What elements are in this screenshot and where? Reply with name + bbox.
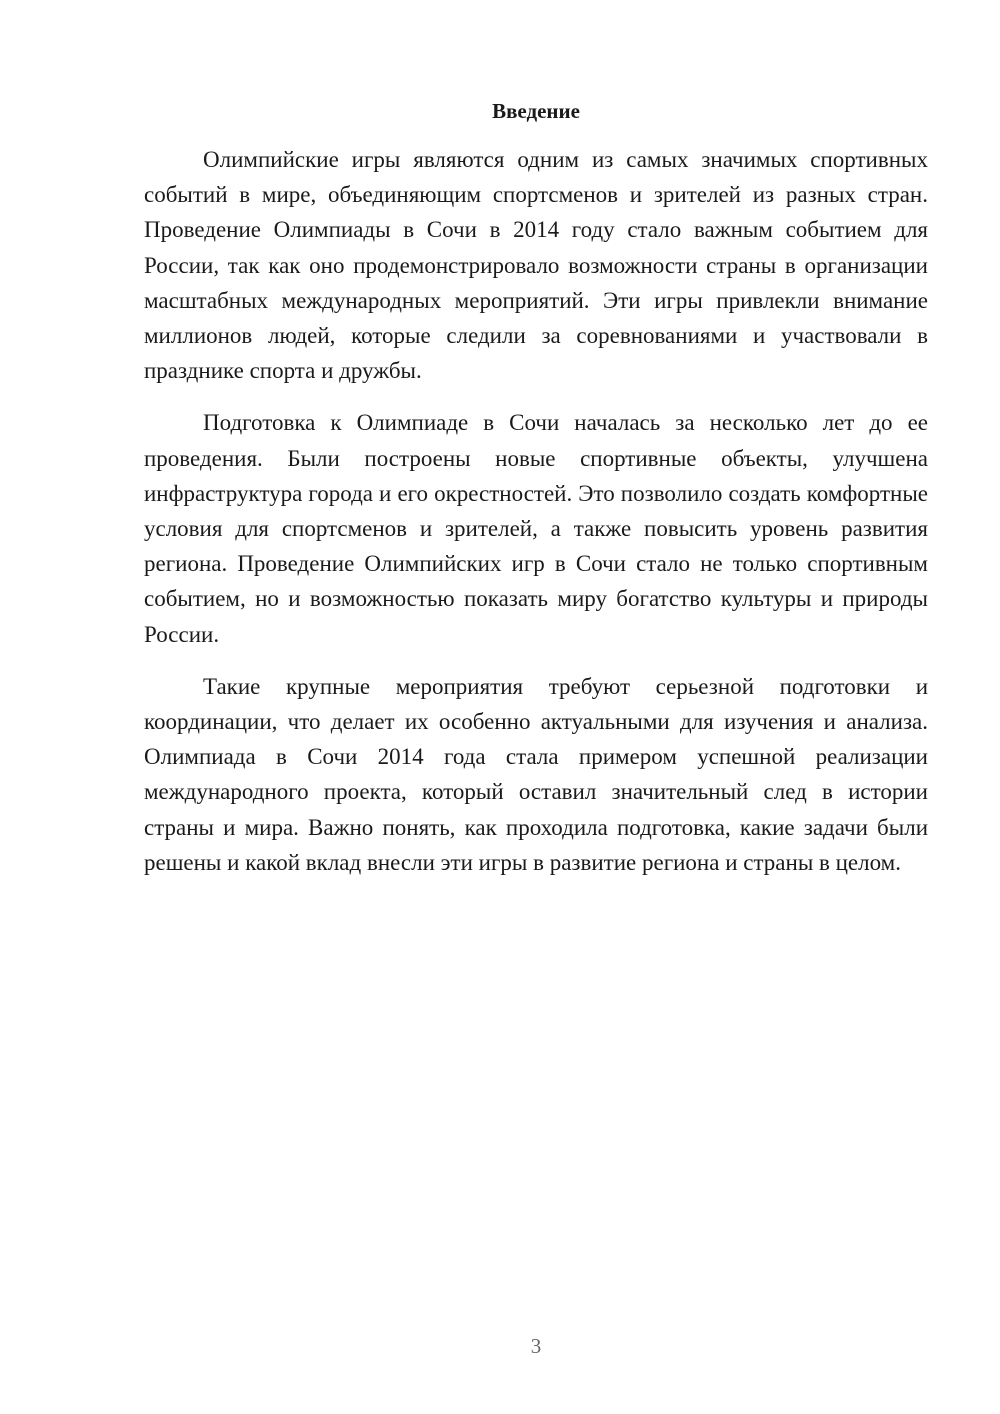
paragraph-2: Подготовка к Олимпиаде в Сочи началась за несколько лет до ее проведения. Были построены новые спортивные объекты, улучшена инфраструктура города и его окрестностей. Это позволило создать комфортные условия для спортсменов и зрителей, а также повысить уровень развития региона. Проведение Олимпийских игр в Сочи стало не только спортивным событием, но и возможностью показать миру богатство культуры и природы России. bbox=[144, 410, 928, 647]
paragraph-3: Такие крупные мероприятия требуют серьезной подготовки и координации, что делает их особенно актуальными для изучения и анализа. Олимпиада в Сочи 2014 года стала примером успешной реализации международного проекта, который оставил значительный след в истории страны и мира. Важно понять, как проходила подготовка, какие задачи были решены и какой вклад внесли эти игры в развитие региона и страны в целом. bbox=[144, 673, 928, 875]
page-number: 3 bbox=[530, 1334, 542, 1358]
body-text bbox=[144, 142, 928, 897]
section-heading: Введение bbox=[492, 99, 580, 123]
paragraph-1: Олимпийские игры являются одним из самых значимых спортивных событий в мире, объединяющим спортсменов и зрителей из разных стран. Проведение Олимпиады в Сочи в 2014 году стало важным событием для России, так как оно продемонстрировало возможности страны в организации масштабных международных мероприятий. Эти игры привлекли внимание миллионов людей, которые следили за соревнованиями и участвовали в празднике спорта и дружбы. bbox=[144, 147, 928, 384]
